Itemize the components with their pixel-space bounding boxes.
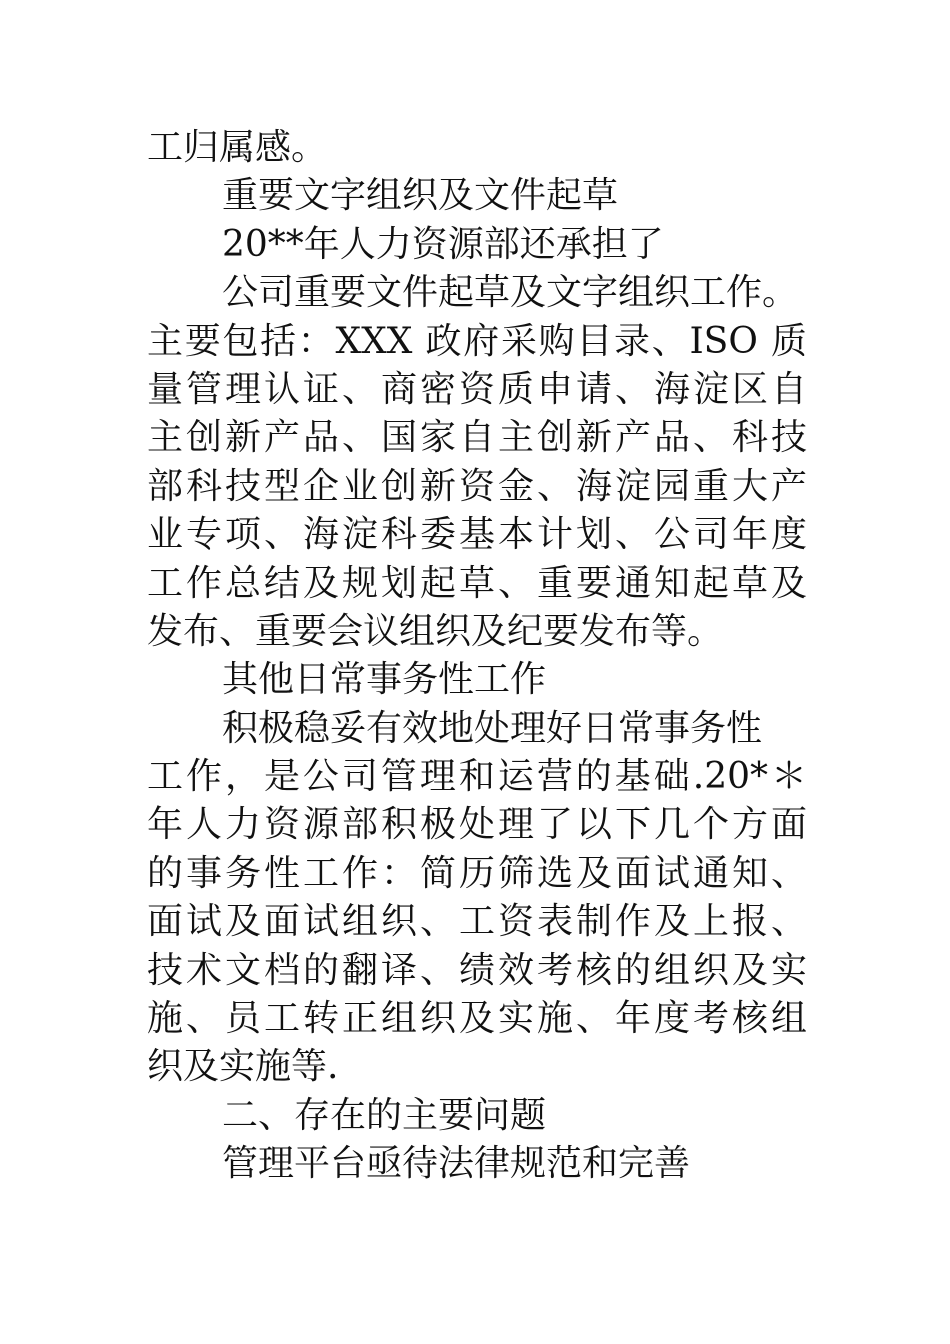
paragraph-line: 工作总结及规划起草、重要通知起草及: [147, 562, 807, 604]
paragraph-line: 施、员工转正组织及实施、年度考核组: [147, 998, 807, 1040]
section-heading: 其他日常事务性工作: [222, 659, 547, 701]
paragraph-line: 的事务性工作：简历筛选及面试通知、: [147, 852, 807, 894]
paragraph-line: 公司重要文件起草及文字组织工作。: [222, 272, 799, 314]
paragraph-line: 部科技型企业创新资金、海淀园重大产: [147, 465, 807, 507]
paragraph-line: 面试及面试组织、工资表制作及上报、: [147, 901, 807, 943]
paragraph-line: 工归属感。: [147, 127, 328, 168]
paragraph-line: 工作，是公司管理和运营的基础.20*＊: [147, 756, 807, 798]
paragraph-line: 量管理认证、商密资质申请、海淀区自: [147, 368, 807, 410]
section-heading: 管理平台亟待法律规范和完善: [222, 1143, 691, 1185]
paragraph-line: 织及实施等.: [147, 1046, 339, 1088]
section-heading: 重要文字组织及文件起草: [222, 175, 619, 217]
section-heading: 二、存在的主要问题: [222, 1094, 547, 1136]
paragraph-line: 年人力资源部积极处理了以下几个方面: [147, 804, 807, 846]
paragraph-line: 主要包括：XXX 政府采购目录、ISO 质: [147, 320, 807, 362]
document-body: [147, 124, 817, 1189]
paragraph-line: 业专项、海淀科委基本计划、公司年度: [147, 514, 807, 556]
paragraph-line: 20**年人力资源部还承担了: [222, 223, 664, 265]
paragraph-line: 积极稳妥有效地处理好日常事务性: [222, 707, 763, 749]
paragraph-line: 主创新产品、国家自主创新产品、科技: [147, 417, 807, 459]
paragraph-line: 发布、重要会议组织及纪要发布等。: [147, 610, 724, 652]
paragraph-line: 技术文档的翻译、绩效考核的组织及实: [147, 949, 807, 991]
